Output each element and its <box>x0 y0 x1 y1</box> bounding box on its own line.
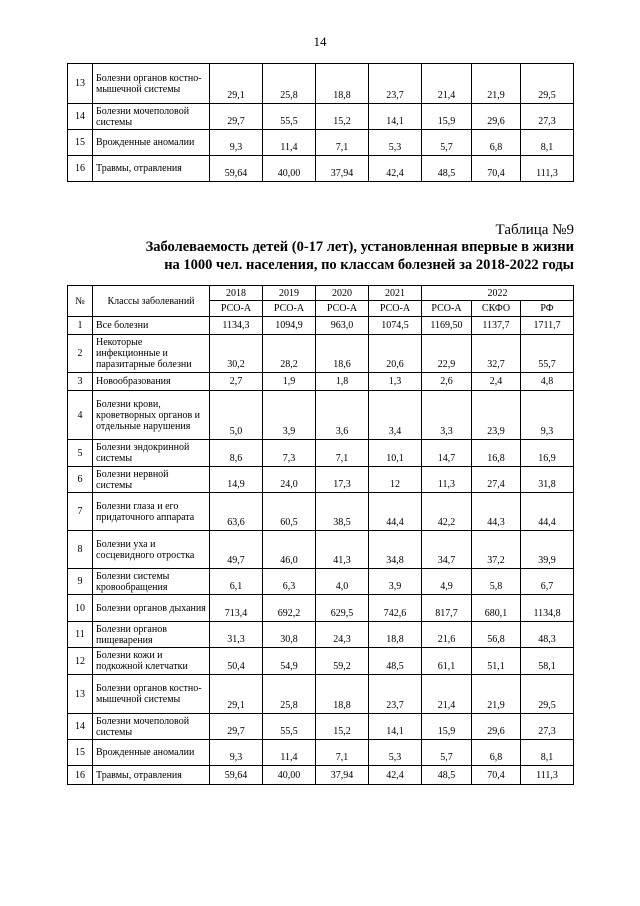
row-number: 11 <box>68 622 93 648</box>
value-cell: 15,9 <box>422 714 472 740</box>
value-cell: 18,8 <box>369 622 422 648</box>
value-cell: 40,00 <box>263 156 316 182</box>
value-cell: 1137,7 <box>472 317 521 335</box>
continuation-table <box>67 63 574 182</box>
value-cell: 31,3 <box>210 622 263 648</box>
value-cell: 3,3 <box>422 391 472 440</box>
value-cell: 38,5 <box>316 493 369 531</box>
value-cell: 54,9 <box>263 648 316 675</box>
value-cell: 14,9 <box>210 467 263 493</box>
header-region: РСО-А <box>263 301 316 317</box>
table-row <box>68 391 574 440</box>
table-row <box>68 493 574 531</box>
disease-class: Некоторые инфекционные и паразитарные болезни <box>93 335 210 373</box>
header-region: РСО-А <box>422 301 472 317</box>
row-number: 14 <box>68 714 93 740</box>
row-number: 2 <box>68 335 93 373</box>
value-cell: 8,1 <box>521 740 574 766</box>
value-cell: 58,1 <box>521 648 574 675</box>
value-cell: 21,6 <box>422 622 472 648</box>
disease-class: Травмы, отравления <box>93 766 210 785</box>
value-cell: 6,3 <box>263 569 316 595</box>
value-cell: 44,3 <box>472 493 521 531</box>
header-row-years <box>68 286 574 301</box>
row-number: 9 <box>68 569 93 595</box>
value-cell: 18,8 <box>316 675 369 714</box>
value-cell: 63,6 <box>210 493 263 531</box>
value-cell: 41,3 <box>316 531 369 569</box>
value-cell: 29,6 <box>472 714 521 740</box>
disease-class: Все болезни <box>93 317 210 335</box>
table-caption: Таблица №9 <box>495 222 574 238</box>
table-row <box>68 335 574 373</box>
header-year: 2020 <box>316 286 369 301</box>
value-cell: 29,1 <box>210 64 263 104</box>
value-cell: 44,4 <box>521 493 574 531</box>
value-cell: 9,3 <box>210 740 263 766</box>
table-row <box>68 714 574 740</box>
disease-class: Врожденные аномалии <box>93 740 210 766</box>
disease-class: Болезни эндокринной системы <box>93 440 210 467</box>
value-cell: 70,4 <box>472 156 521 182</box>
table-row <box>68 130 574 156</box>
value-cell: 29,7 <box>210 714 263 740</box>
value-cell: 15,9 <box>422 104 472 130</box>
value-cell: 16,8 <box>472 440 521 467</box>
value-cell: 27,3 <box>521 714 574 740</box>
row-number: 3 <box>68 373 93 391</box>
value-cell: 1094,9 <box>263 317 316 335</box>
value-cell: 111,3 <box>521 156 574 182</box>
value-cell: 48,5 <box>422 156 472 182</box>
value-cell: 22,9 <box>422 335 472 373</box>
value-cell: 1,9 <box>263 373 316 391</box>
value-cell: 51,1 <box>472 648 521 675</box>
value-cell: 1074,5 <box>369 317 422 335</box>
table-row <box>68 104 574 130</box>
table-row <box>68 648 574 675</box>
value-cell: 48,3 <box>521 622 574 648</box>
row-number: 4 <box>68 391 93 440</box>
value-cell: 680,1 <box>472 595 521 622</box>
value-cell: 2,6 <box>422 373 472 391</box>
value-cell: 42,4 <box>369 766 422 785</box>
table-row <box>68 766 574 785</box>
disease-class: Болезни органов дыхания <box>93 595 210 622</box>
table-row <box>68 317 574 335</box>
value-cell: 24,3 <box>316 622 369 648</box>
value-cell: 17,3 <box>316 467 369 493</box>
value-cell: 25,8 <box>263 64 316 104</box>
value-cell: 8,1 <box>521 130 574 156</box>
header-region: РСО-А <box>210 301 263 317</box>
table-row <box>68 156 574 182</box>
header-classes: Классы заболеваний <box>93 286 210 317</box>
value-cell: 742,6 <box>369 595 422 622</box>
value-cell: 1711,7 <box>521 317 574 335</box>
value-cell: 59,2 <box>316 648 369 675</box>
value-cell: 29,5 <box>521 675 574 714</box>
value-cell: 30,8 <box>263 622 316 648</box>
value-cell: 49,7 <box>210 531 263 569</box>
disease-class: Болезни мочеполовой системы <box>93 714 210 740</box>
value-cell: 37,2 <box>472 531 521 569</box>
value-cell: 29,6 <box>472 104 521 130</box>
disease-class: Новообразования <box>93 373 210 391</box>
value-cell: 1,3 <box>369 373 422 391</box>
value-cell: 34,7 <box>422 531 472 569</box>
table-row <box>68 467 574 493</box>
value-cell: 5,3 <box>369 740 422 766</box>
value-cell: 5,8 <box>472 569 521 595</box>
header-year: 2018 <box>210 286 263 301</box>
row-number: 16 <box>68 156 93 182</box>
table-row <box>68 440 574 467</box>
value-cell: 29,7 <box>210 104 263 130</box>
value-cell: 21,4 <box>422 675 472 714</box>
header-no: № <box>68 286 93 317</box>
row-number: 5 <box>68 440 93 467</box>
value-cell: 3,4 <box>369 391 422 440</box>
row-number: 1 <box>68 317 93 335</box>
value-cell: 48,5 <box>422 766 472 785</box>
value-cell: 32,7 <box>472 335 521 373</box>
row-number: 7 <box>68 493 93 531</box>
value-cell: 44,4 <box>369 493 422 531</box>
value-cell: 5,7 <box>422 740 472 766</box>
value-cell: 6,8 <box>472 130 521 156</box>
value-cell: 14,1 <box>369 714 422 740</box>
value-cell: 16,9 <box>521 440 574 467</box>
header-region: СКФО <box>472 301 521 317</box>
disease-class: Болезни уха и сосцевидного отростка <box>93 531 210 569</box>
value-cell: 60,5 <box>263 493 316 531</box>
value-cell: 6,7 <box>521 569 574 595</box>
value-cell: 55,7 <box>521 335 574 373</box>
value-cell: 48,5 <box>369 648 422 675</box>
value-cell: 963,0 <box>316 317 369 335</box>
table-title-line-2: на 1000 чел. населения, по классам болезней за 2018-2022 годы <box>164 257 574 273</box>
row-number: 14 <box>68 104 93 130</box>
value-cell: 61,1 <box>422 648 472 675</box>
value-cell: 42,4 <box>369 156 422 182</box>
value-cell: 2,4 <box>472 373 521 391</box>
value-cell: 50,4 <box>210 648 263 675</box>
table-row <box>68 64 574 104</box>
table-title-line-1: Заболеваемость детей (0-17 лет), установленная впервые в жизни <box>145 239 574 255</box>
page-number: 14 <box>313 34 327 49</box>
row-number: 8 <box>68 531 93 569</box>
value-cell: 59,64 <box>210 766 263 785</box>
value-cell: 18,6 <box>316 335 369 373</box>
disease-class: Врожденные аномалии <box>93 130 210 156</box>
value-cell: 39,9 <box>521 531 574 569</box>
table-row <box>68 622 574 648</box>
value-cell: 3,9 <box>263 391 316 440</box>
row-number: 10 <box>68 595 93 622</box>
table-row <box>68 569 574 595</box>
value-cell: 12 <box>369 467 422 493</box>
row-number: 16 <box>68 766 93 785</box>
value-cell: 11,4 <box>263 130 316 156</box>
row-number: 15 <box>68 130 93 156</box>
value-cell: 5,0 <box>210 391 263 440</box>
row-number: 6 <box>68 467 93 493</box>
header-region: РСО-А <box>369 301 422 317</box>
value-cell: 817,7 <box>422 595 472 622</box>
disease-class: Болезни крови, кроветворных органов и отдельные нарушения <box>93 391 210 440</box>
value-cell: 55,5 <box>263 714 316 740</box>
value-cell: 713,4 <box>210 595 263 622</box>
value-cell: 21,9 <box>472 64 521 104</box>
value-cell: 42,2 <box>422 493 472 531</box>
row-number: 13 <box>68 64 93 104</box>
value-cell: 1134,8 <box>521 595 574 622</box>
value-cell: 46,0 <box>263 531 316 569</box>
value-cell: 18,8 <box>316 64 369 104</box>
disease-class: Болезни мочеполовой системы <box>93 104 210 130</box>
value-cell: 37,94 <box>316 766 369 785</box>
value-cell: 4,9 <box>422 569 472 595</box>
value-cell: 692,2 <box>263 595 316 622</box>
value-cell: 9,3 <box>210 130 263 156</box>
disease-class: Болезни глаза и его придаточного аппарата <box>93 493 210 531</box>
value-cell: 23,7 <box>369 64 422 104</box>
value-cell: 25,8 <box>263 675 316 714</box>
value-cell: 23,7 <box>369 675 422 714</box>
disease-class: Болезни кожи и подкожной клетчатки <box>93 648 210 675</box>
value-cell: 14,1 <box>369 104 422 130</box>
value-cell: 56,8 <box>472 622 521 648</box>
value-cell: 31,8 <box>521 467 574 493</box>
value-cell: 4,0 <box>316 569 369 595</box>
value-cell: 6,8 <box>472 740 521 766</box>
value-cell: 28,2 <box>263 335 316 373</box>
value-cell: 11,4 <box>263 740 316 766</box>
disease-class: Травмы, отравления <box>93 156 210 182</box>
value-cell: 3,6 <box>316 391 369 440</box>
value-cell: 629,5 <box>316 595 369 622</box>
value-cell: 27,3 <box>521 104 574 130</box>
value-cell: 23,9 <box>472 391 521 440</box>
table-title <box>100 238 574 274</box>
value-cell: 34,8 <box>369 531 422 569</box>
header-region: РСО-А <box>316 301 369 317</box>
disease-class: Болезни органов костно-мышечной системы <box>93 675 210 714</box>
value-cell: 21,4 <box>422 64 472 104</box>
value-cell: 3,9 <box>369 569 422 595</box>
morbidity-table <box>67 285 574 785</box>
value-cell: 70,4 <box>472 766 521 785</box>
value-cell: 27,4 <box>472 467 521 493</box>
table-row <box>68 531 574 569</box>
value-cell: 6,1 <box>210 569 263 595</box>
value-cell: 1,8 <box>316 373 369 391</box>
value-cell: 7,1 <box>316 440 369 467</box>
table-row <box>68 373 574 391</box>
value-cell: 2,7 <box>210 373 263 391</box>
row-number: 12 <box>68 648 93 675</box>
value-cell: 30,2 <box>210 335 263 373</box>
value-cell: 111,3 <box>521 766 574 785</box>
value-cell: 15,2 <box>316 714 369 740</box>
value-cell: 7,1 <box>316 740 369 766</box>
row-number: 13 <box>68 675 93 714</box>
value-cell: 5,3 <box>369 130 422 156</box>
table-row <box>68 595 574 622</box>
value-cell: 5,7 <box>422 130 472 156</box>
value-cell: 11,3 <box>422 467 472 493</box>
value-cell: 1169,50 <box>422 317 472 335</box>
header-region: РФ <box>521 301 574 317</box>
header-year: 2019 <box>263 286 316 301</box>
value-cell: 4,8 <box>521 373 574 391</box>
value-cell: 40,00 <box>263 766 316 785</box>
disease-class: Болезни органов костно-мышечной системы <box>93 64 210 104</box>
value-cell: 8,6 <box>210 440 263 467</box>
row-number: 15 <box>68 740 93 766</box>
disease-class: Болезни нервной системы <box>93 467 210 493</box>
value-cell: 37,94 <box>316 156 369 182</box>
value-cell: 7,1 <box>316 130 369 156</box>
value-cell: 55,5 <box>263 104 316 130</box>
header-year: 2021 <box>369 286 422 301</box>
value-cell: 15,2 <box>316 104 369 130</box>
value-cell: 1134,3 <box>210 317 263 335</box>
value-cell: 29,1 <box>210 675 263 714</box>
value-cell: 21,9 <box>472 675 521 714</box>
table-row <box>68 740 574 766</box>
disease-class: Болезни системы кровообращения <box>93 569 210 595</box>
header-year: 2022 <box>422 286 574 301</box>
value-cell: 7,3 <box>263 440 316 467</box>
value-cell: 10,1 <box>369 440 422 467</box>
disease-class: Болезни органов пищеварения <box>93 622 210 648</box>
value-cell: 24,0 <box>263 467 316 493</box>
value-cell: 14,7 <box>422 440 472 467</box>
value-cell: 20,6 <box>369 335 422 373</box>
table-row <box>68 675 574 714</box>
value-cell: 59,64 <box>210 156 263 182</box>
value-cell: 29,5 <box>521 64 574 104</box>
value-cell: 9,3 <box>521 391 574 440</box>
